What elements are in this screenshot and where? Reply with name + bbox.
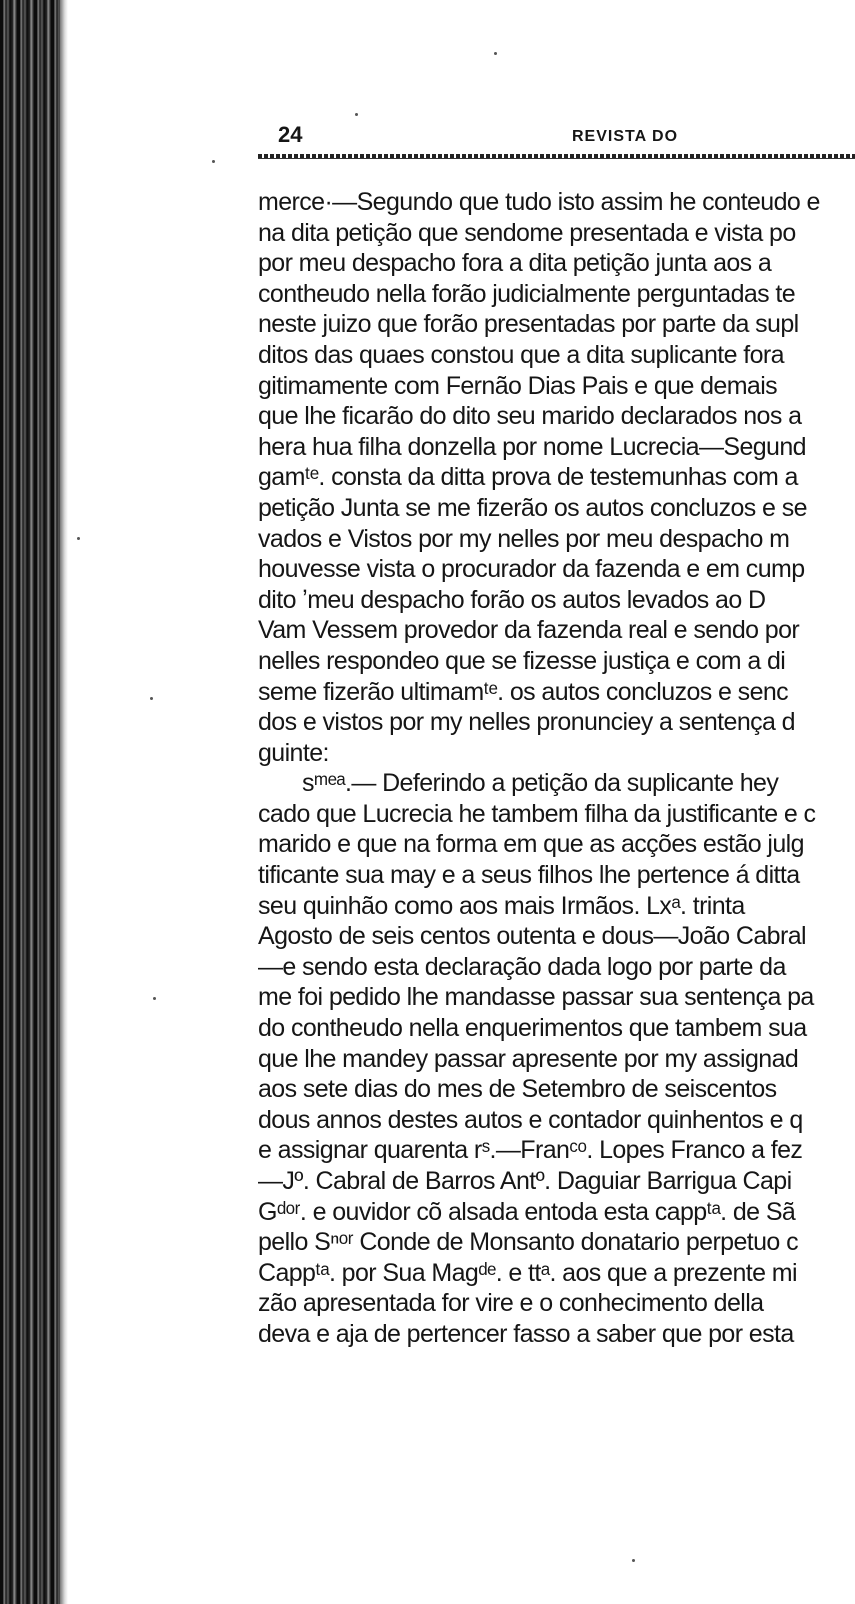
text-line: seu quinhão como aos mais Irmãos. Lxᵃ. trinta (258, 891, 745, 920)
text-line: cado que Lucrecia he tambem filha da justificante e c (258, 799, 816, 828)
text-line: nelles respondeo que se fizesse justiça e com a di (258, 646, 786, 675)
text-line: pello Sⁿᵒʳ Conde de Monsanto donatario perpetuo c (258, 1228, 798, 1257)
text-line: neste juizo que forão presentadas por parte da supl (258, 310, 799, 339)
text-line: marido e que na forma em que as acções estão julg (258, 830, 804, 859)
text-line: petição Junta se me fizerão os autos concluzos e se (258, 493, 807, 522)
text-line: dos e vistos por my nelles pronunciey a sentença d (258, 708, 795, 737)
text-line: contheudo nella forão judicialmente perguntadas te (258, 279, 796, 308)
text-line: ditos das quaes constou que a dita suplicante fora (258, 340, 784, 369)
text-line: dous annos destes autos e contador quinhentos e q (258, 1105, 803, 1134)
paper-speck (212, 160, 215, 163)
page-number: 24 (278, 122, 303, 147)
text-line: Cappᵗᵃ. por Sua Magᵈᵉ. e ttᵃ. aos que a prezente mi (258, 1258, 797, 1287)
paper-speck (632, 1559, 635, 1562)
text-line: deva e aja de pertencer fasso a saber que por esta (258, 1319, 794, 1348)
text-line: hera hua filha donzella por nome Lucrecia—Segund (258, 432, 806, 461)
text-line: —e sendo esta declaração dada logo por parte da (258, 952, 786, 981)
paper-speck (150, 697, 153, 700)
text-line: houvesse vista o procurador da fazenda e em cump (258, 555, 805, 584)
text-line: que lhe mandey passar apresente por my assignad (258, 1044, 799, 1073)
running-head: REVISTA DO (572, 128, 679, 145)
paper-speck (494, 52, 497, 55)
text-line: Agosto de seis centos outenta e dous—João Cabral (258, 922, 806, 951)
paper-speck (355, 113, 358, 116)
text-line: que lhe ficarão do dito seu marido declarados nos a (258, 402, 802, 431)
paper-speck (77, 537, 80, 540)
text-line: gitimamente com Fernão Dias Pais e que demais (258, 371, 778, 400)
text-line: zão apresentada for vire e o conhecimento della (258, 1289, 764, 1318)
text-line: Vam Vessem provedor da fazenda real e sendo por (258, 616, 800, 645)
text-line: —Jº. Cabral de Barros Antº. Daguiar Barrigua Capi (258, 1167, 792, 1195)
text-line: do contheudo nella enquerimentos que tambem sua (258, 1014, 807, 1043)
body-text (258, 187, 855, 1350)
header-rule (258, 154, 855, 159)
text-line: aos sete dias do mes de Setembro de seiscentos (258, 1075, 777, 1104)
paper-speck (153, 997, 156, 1000)
text-line: por meu despacho fora a dita petição junta aos a (258, 249, 772, 278)
text-line: tificante sua may e a seus filhos lhe pertence á ditta (258, 861, 800, 890)
text-line: Gᵈᵒʳ. e ouvidor cõ alsada entoda esta cappᵗᵃ. de Sã (258, 1197, 796, 1226)
text-line: sᵐᵉᵃ.— Deferindo a petição da suplicante hey (302, 769, 779, 798)
text-line: na dita petição que sendome presentada e vista po (258, 218, 796, 247)
text-line: guinte: (258, 738, 329, 767)
text-line: me foi pedido lhe mandasse passar sua sentença pa (258, 983, 814, 1012)
text-line: e assignar quarenta rˢ.—Franᶜᵒ. Lopes Franco a fez (258, 1136, 803, 1165)
book-binding-edge (0, 0, 62, 1604)
text-line: merce·—Segundo que tudo isto assim he conteudo e (258, 188, 820, 216)
page-header (258, 118, 855, 160)
text-line: dito ʼmeu despacho forão os autos levados ao D (258, 585, 766, 614)
text-line: vados e Vistos por my nelles por meu despacho m (258, 524, 790, 553)
text-line: gamᵗᵉ. consta da ditta prova de testemunhas com a (258, 463, 798, 492)
text-line: seme fizerão ultimamᵗᵉ. os autos concluzos e senc (258, 677, 789, 706)
